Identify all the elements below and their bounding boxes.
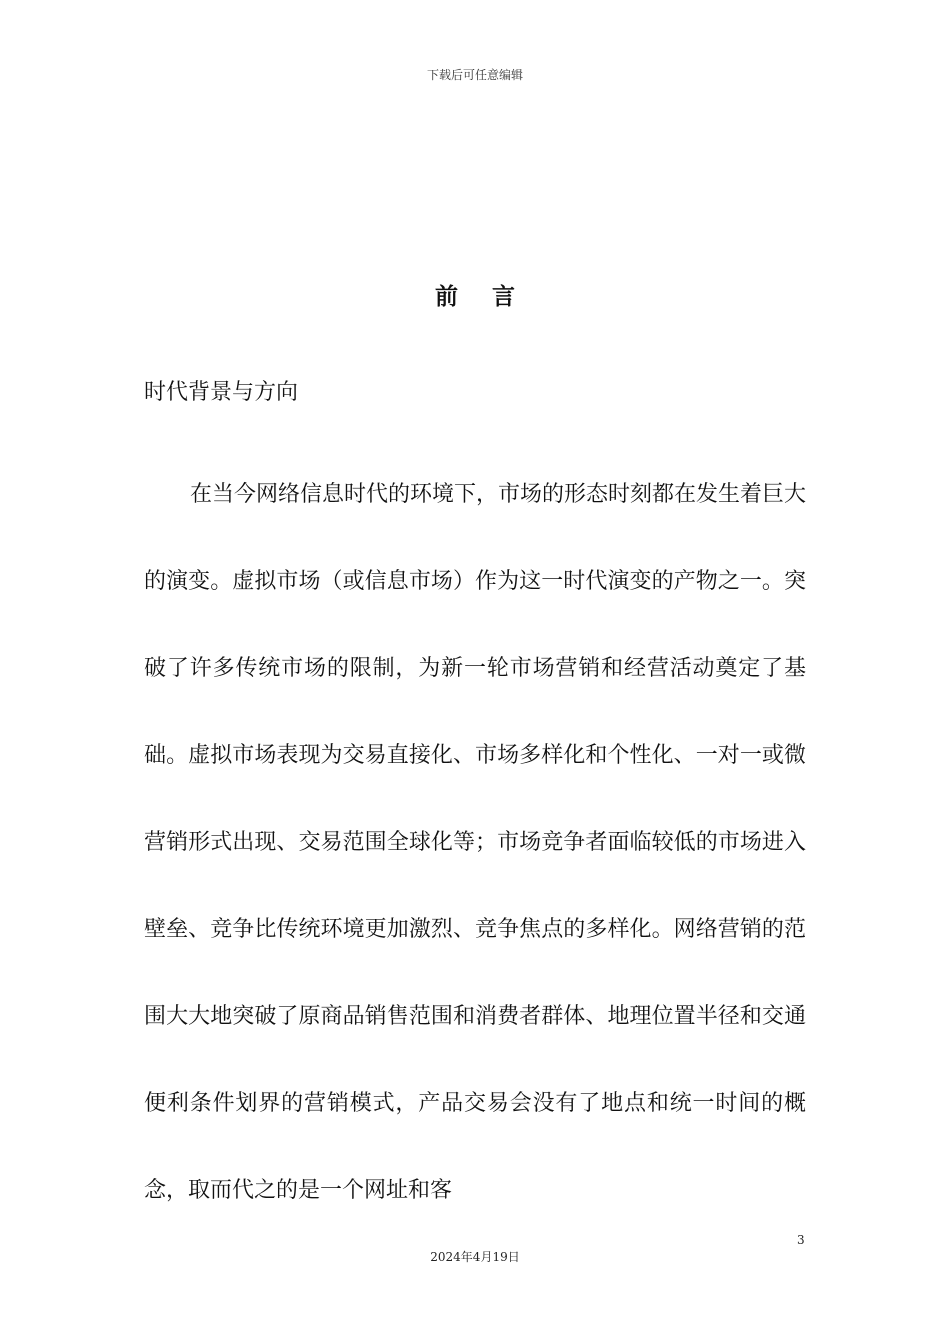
page-number: 3 [797, 1233, 805, 1247]
page-title-char-2: 言 [492, 284, 515, 310]
section-heading: 时代背景与方向 [144, 380, 299, 405]
page-title [0, 278, 950, 311]
body-paragraph: 在当今网络信息时代的环境下，市场的形态时刻都在发生着巨大的演变。虚拟市场（或信息市场）作为这一时代演变的产物之一。突破了许多传统市场的限制，为新一轮市场营销和经营活动奠定了基础。虚拟市场表现为交易直接化、市场多样化和个性化、一对一或微营销形式出现、交易范围全球化等；市场竞争者面临较低的市场进入壁垒、竞争比传统环境更加激烈、竞争焦点的多样化。网络营销的范围大大地突破了原商品销售范围和消费者群体、地理位置半径和交通便利条件划界的营销模式，产品交易会没有了地点和统一时间的概念，取而代之的是一个网址和客 [144, 482, 807, 1203]
page-title-char-1: 前 [435, 284, 458, 310]
header-note: 下载后可任意编辑 [426, 68, 523, 82]
footer-date: 2024年4月19日 [430, 1250, 520, 1264]
